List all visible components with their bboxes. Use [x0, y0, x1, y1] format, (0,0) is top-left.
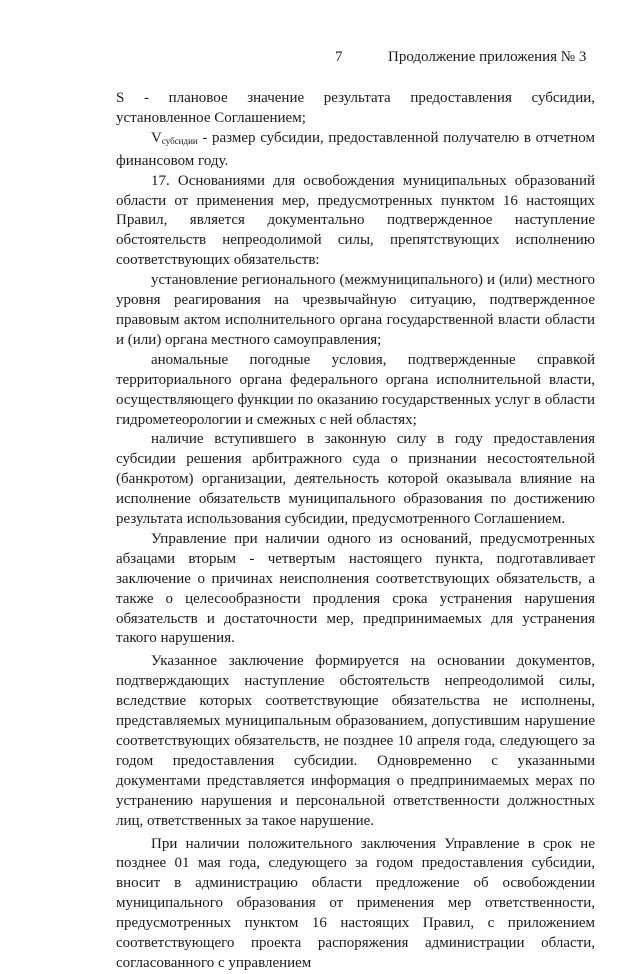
paragraph-management-conclusion: Управление при наличии одного из оснований, предусмотренных абзацами вторым - четвертым настоящего пункта, подготавливает заключение о причинах неисполнения соответствующих обязательств, а также о целесообразности продления срока устранения нарушения обязательств и достаточности мер, предпринимаемых для устранения такого нарушения. — [116, 530, 595, 647]
appendix-continuation-title: Продолжение приложения № 3 — [388, 49, 587, 65]
v-subscript: субсидии — [161, 135, 198, 146]
ground-weather: аномальные погодные условия, подтвержденные справкой территориального органа федерального органа исполнительной власти, осуществляющего функции по оказанию государственных услуг в области гидрометеорологии и смежных с ней областях; — [116, 351, 595, 428]
v-definition-text: - размер субсидии, предоставленной получателю в отчетном финансовом году. — [116, 129, 595, 169]
definition-v — [116, 129, 595, 172]
document-body — [116, 89, 595, 974]
v-symbol: V — [151, 129, 162, 146]
paragraph-conclusion-basis: Указанное заключение формируется на основании документов, подтверждающих наступление обстоятельств непреодолимой силы, вследствие которых соответствующие обязательства не исполнены, представляемых муниципальным образованием, допустившим нарушение соответствующих обязательств, не позднее 10 апреля года, следующего за годом предоставления субсидии. Одновременно с указанными документами представляется информация о предпринимаемых мерах по устранению нарушения и персональной ответственности должностных лиц, ответственных за такое нарушение. — [116, 653, 595, 829]
s-symbol: S — [116, 90, 125, 106]
page-header — [0, 49, 640, 69]
ground-emergency: установление регионального (межмуниципального) и (или) местного уровня реагирования на чрезвычайную ситуацию, подтвержденное правовым актом исполнительного органа государственной власти области и (или) органа местного самоуправления; — [116, 272, 595, 348]
paragraph-17: 17. Основаниями для освобождения муниципальных образований области от применения мер, предусмотренных пунктом 16 настоящих Правил, является документально подтвержденное наступление обстоятельств непреодолимой силы, препятствующих исполнению соответствующих обязательств: — [116, 172, 595, 269]
page-number: 7 — [335, 49, 343, 65]
s-definition-text: - плановое значение результата предоставления субсидии, установленное Соглашением; — [116, 90, 595, 126]
ground-bankruptcy: наличие вступившего в законную силу в году предоставления субсидии решения арбитражного суда о признании несостоятельной (банкротом) организации, деятельность которой оказывала влияние на исполнение обязательств муниципального образования по достижению результата использования субсидии, предусмотренного Соглашением. — [116, 431, 595, 528]
paragraph-positive-conclusion: При наличии положительного заключения Управление в срок не позднее 01 мая года, следующего за годом предоставления субсидии, вносит в администрацию области предложение об освобождении муниципального образования от применения мер ответственности, предусмотренных пунктом 16 настоящих Правил, с приложением соответствующего проекта распоряжения администрации области, согласованного с управлением — [116, 835, 595, 971]
definition-s — [116, 89, 595, 129]
